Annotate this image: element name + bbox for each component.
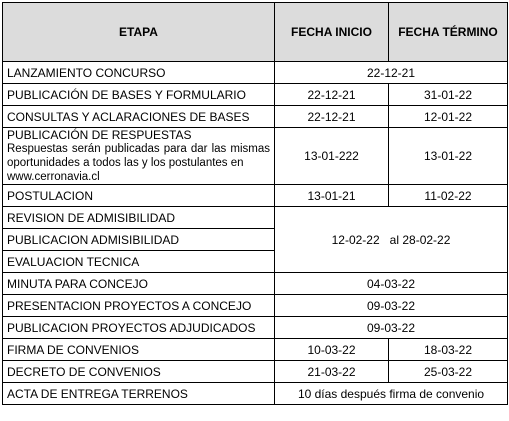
date-cell: 22-12-21 <box>275 62 508 84</box>
end-date-cell: 18-03-22 <box>389 339 508 361</box>
stage-cell: POSTULACION <box>3 185 275 207</box>
date-cell: 04-03-22 <box>275 273 508 295</box>
start-date-cell: 10-03-22 <box>275 339 389 361</box>
merged-date-range-cell <box>275 207 508 273</box>
table-row <box>3 84 508 106</box>
table-row <box>3 106 508 128</box>
stage-cell <box>3 128 275 185</box>
stage-description: Respuestas serán publicadas para dar las mismas oportunidades a todos las y los postulantes en <box>7 143 270 169</box>
start-date-cell: 22-12-21 <box>275 106 389 128</box>
stage-cell: DECRETO DE CONVENIOS <box>3 361 275 383</box>
stage-cell: PUBLICACION ADMISIBILIDAD <box>3 229 275 251</box>
header-start-date: FECHA INICIO <box>275 3 389 62</box>
header-end-date: FECHA TÉRMINO <box>389 3 508 62</box>
table-row <box>3 383 508 405</box>
schedule-table <box>2 2 508 405</box>
end-date-cell: 13-01-22 <box>389 128 508 185</box>
stage-cell: PUBLICACIÓN DE BASES Y FORMULARIO <box>3 84 275 106</box>
start-date-cell: 13-01-222 <box>275 128 389 185</box>
stage-cell: CONSULTAS Y ACLARACIONES DE BASES <box>3 106 275 128</box>
stage-cell: PUBLICACION PROYECTOS ADJUDICADOS <box>3 317 275 339</box>
table-row <box>3 317 508 339</box>
end-date-cell: 12-01-22 <box>389 106 508 128</box>
table-row <box>3 128 508 185</box>
table-row <box>3 62 508 84</box>
start-date-cell: 22-12-21 <box>275 84 389 106</box>
date-cell: 09-03-22 <box>275 295 508 317</box>
table-row <box>3 361 508 383</box>
date-cell: 10 días después firma de convenio <box>275 383 508 405</box>
range-start-date: 12-02-22 <box>331 232 380 247</box>
end-date-cell: 11-02-22 <box>389 185 508 207</box>
table-row <box>3 185 508 207</box>
table-header-row <box>3 3 508 62</box>
range-end-date: al 28-02-22 <box>389 232 451 247</box>
table-row <box>3 339 508 361</box>
stage-cell: REVISION DE ADMISIBILIDAD <box>3 207 275 229</box>
end-date-cell: 25-03-22 <box>389 361 508 383</box>
stage-cell: MINUTA PARA CONCEJO <box>3 273 275 295</box>
stage-cell: FIRMA DE CONVENIOS <box>3 339 275 361</box>
stage-label: PUBLICACIÓN DE RESPUESTAS <box>7 128 192 142</box>
stage-cell: LANZAMIENTO CONCURSO <box>3 62 275 84</box>
stage-cell: EVALUACION TECNICA <box>3 251 275 273</box>
table-row <box>3 207 508 229</box>
stage-cell: ACTA DE ENTREGA TERRENOS <box>3 383 275 405</box>
stage-cell: PRESENTACION PROYECTOS A CONCEJO <box>3 295 275 317</box>
end-date-cell: 31-01-22 <box>389 84 508 106</box>
start-date-cell: 13-01-21 <box>275 185 389 207</box>
date-cell: 09-03-22 <box>275 317 508 339</box>
table-row <box>3 273 508 295</box>
header-stage: ETAPA <box>3 3 275 62</box>
table-row <box>3 295 508 317</box>
start-date-cell: 21-03-22 <box>275 361 389 383</box>
website-link[interactable]: www.cerronavia.cl <box>7 171 100 183</box>
